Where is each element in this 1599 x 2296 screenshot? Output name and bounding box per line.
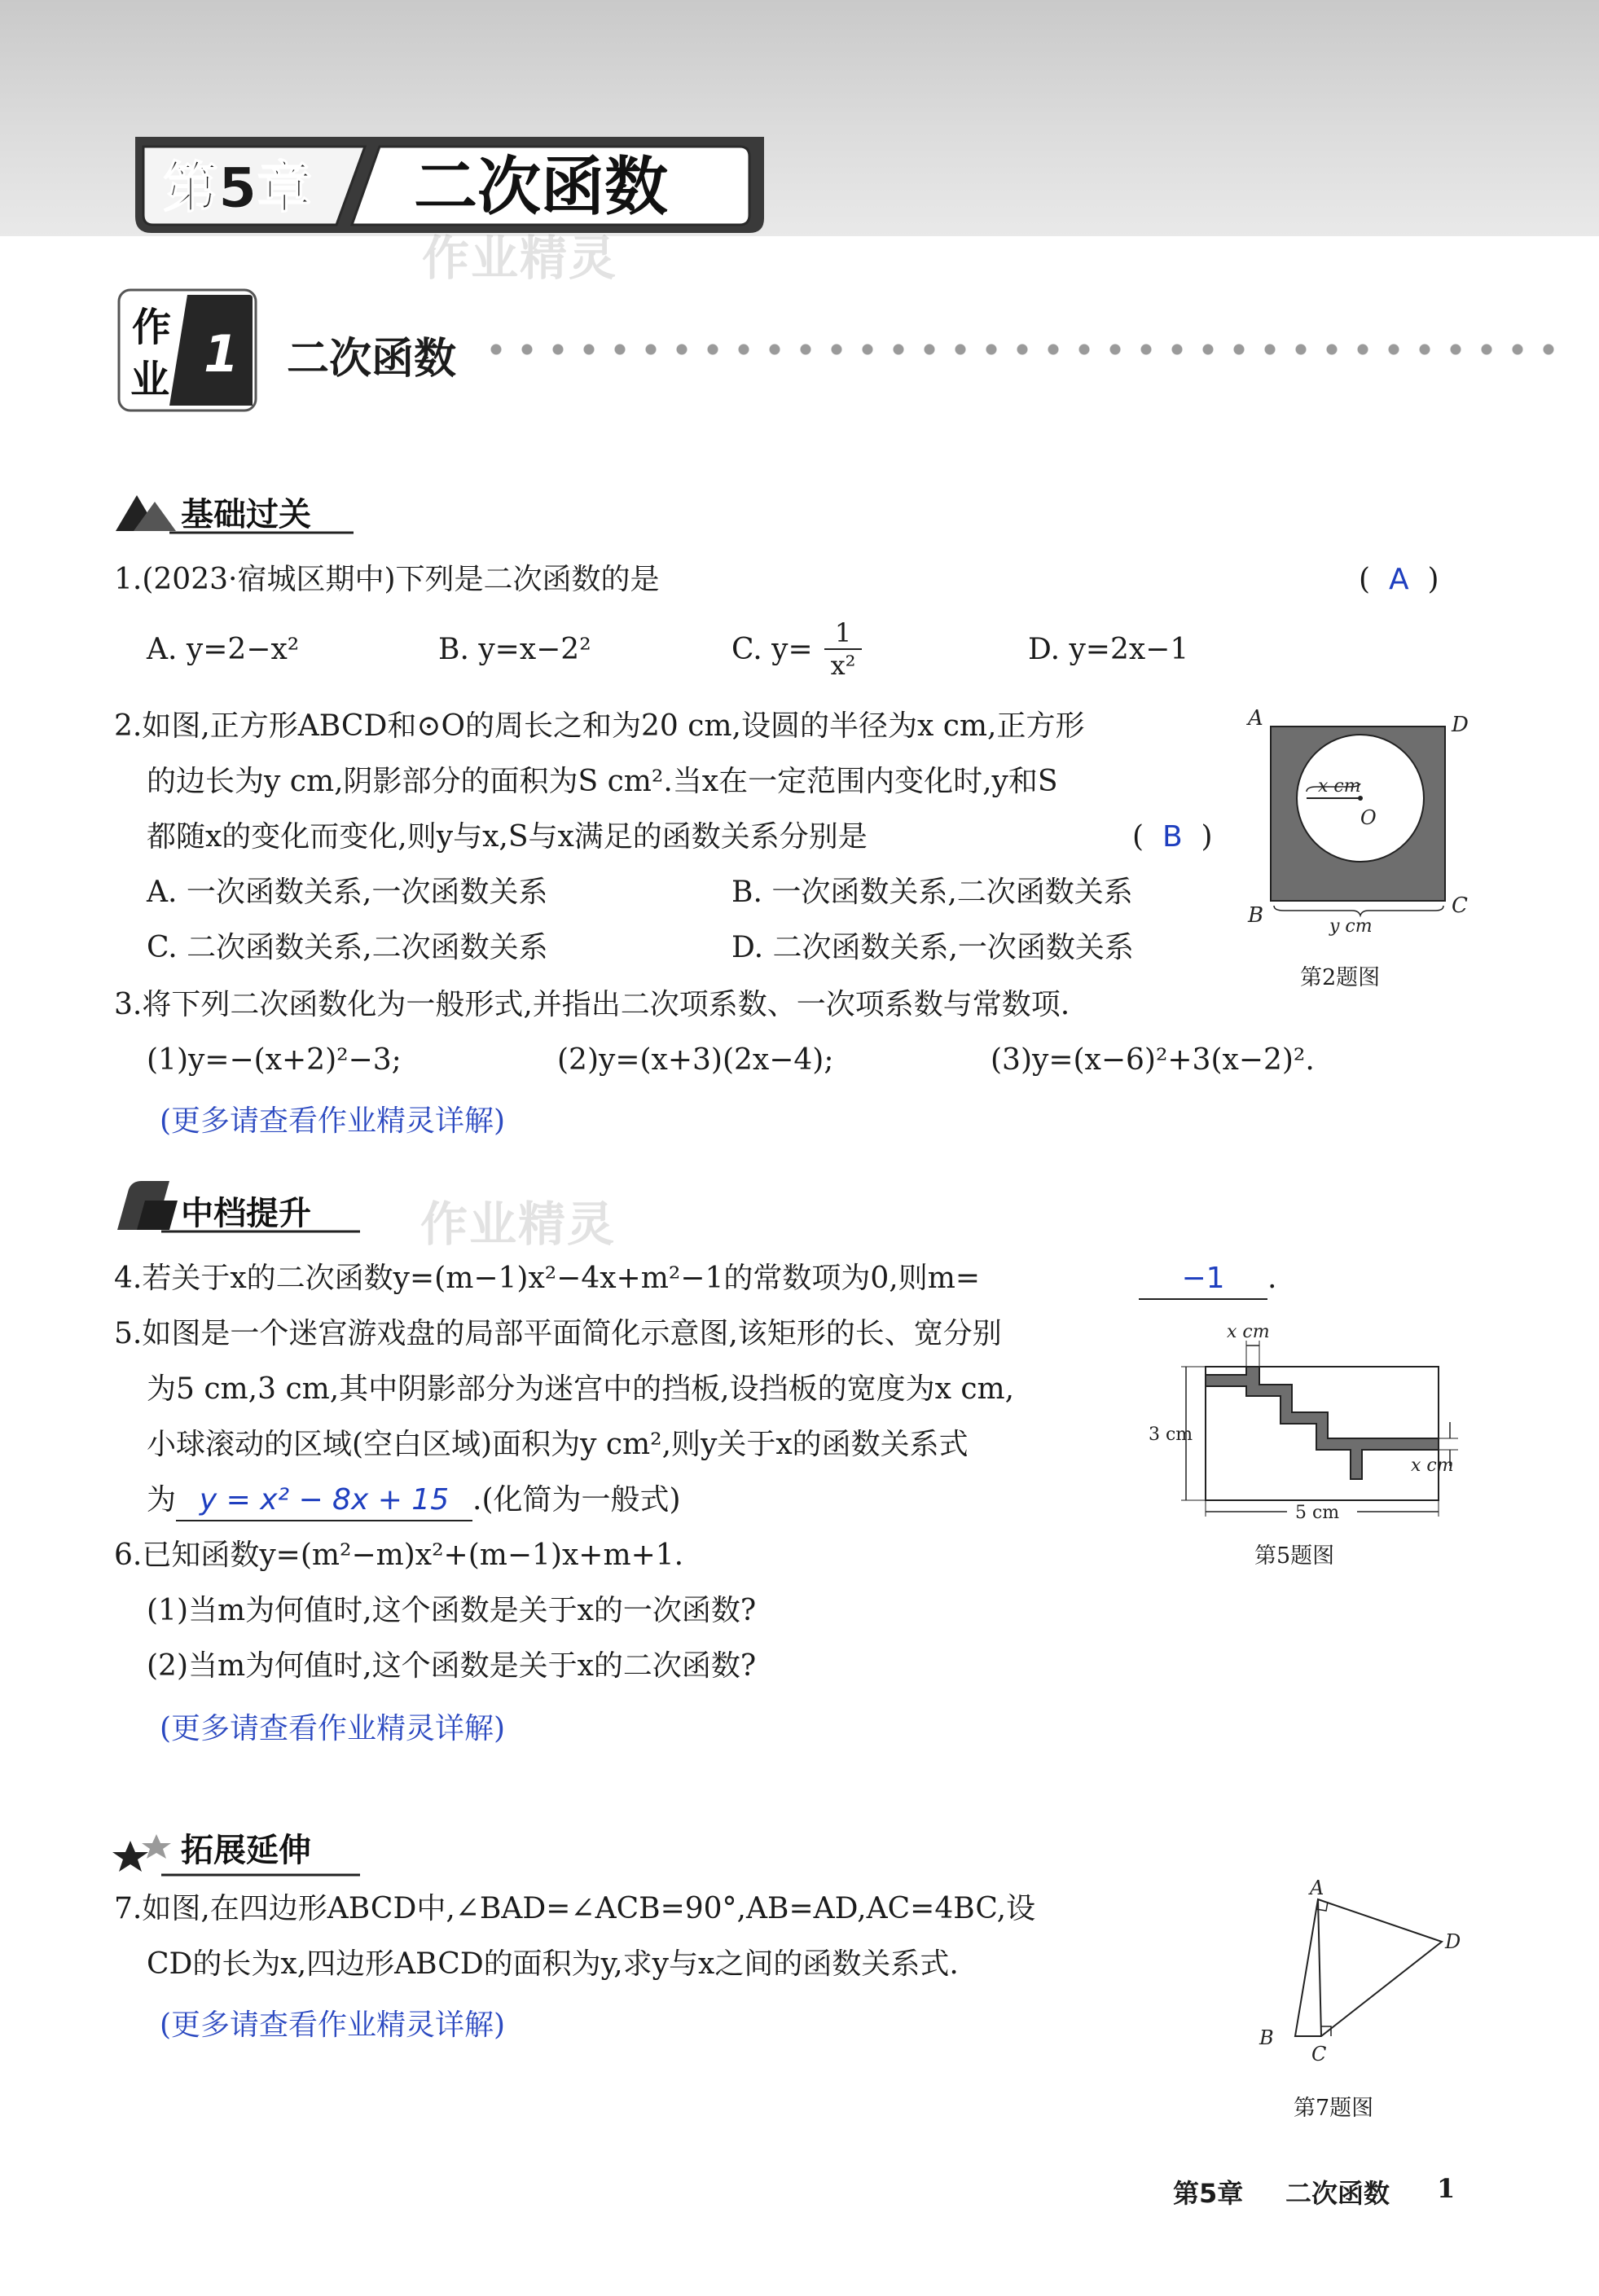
q3-part2: (2)y=(x+3)(2x−4);: [557, 1043, 834, 1077]
chapter-title: 二次函数: [414, 151, 669, 224]
q5-answer: y = x² − 8x + 15: [176, 1481, 472, 1521]
q2-radius-label: x cm: [1318, 776, 1361, 797]
q2-line2: 的边长为y cm,阴影部分的面积为S cm².当x在一定范围内变化时,y和S: [147, 765, 1058, 798]
q2-line3: 都随x的变化而变化,则y与x,S与x满足的函数关系分别是: [147, 820, 868, 854]
q5-figure: [1149, 1316, 1474, 1520]
assignment-number: 1: [204, 324, 239, 384]
assignment-label-top: 作: [132, 305, 172, 350]
q2-answer-brackets: ( B ): [1132, 820, 1213, 854]
q7-label-d: D: [1445, 1930, 1461, 1953]
watermark: 作业精灵: [422, 230, 618, 286]
q5-right-label: x cm: [1411, 1455, 1454, 1476]
assignment-label-bottom: 业: [130, 357, 170, 402]
q1-option-c-fraction: [824, 617, 862, 681]
q4-answer: −1: [1139, 1259, 1267, 1300]
q5-line4-suffix: .(化简为一般式): [472, 1483, 681, 1517]
q2-side-label: y cm: [1329, 916, 1373, 937]
q7-line1: 7.如图,在四边形ABCD中,∠BAD=∠ACB=90°,AB=AD,AC=4BC,设: [114, 1892, 1036, 1925]
q2-line1: 2.如图,正方形ABCD和⊙O的周长之和为20 cm,设圆的半径为x cm,正方形: [114, 709, 1085, 743]
q1-option-c-numerator: 1: [824, 617, 862, 650]
q1-answer-brackets: ( A ): [1359, 563, 1439, 596]
dotted-divider: [481, 344, 1564, 355]
q5-line2: 为5 cm,3 cm,其中阴影部分为迷宫中的挡板,设挡板的宽度为x cm,: [147, 1372, 1015, 1406]
assignment-badge: [116, 287, 262, 417]
q4-answer-blank: [1139, 1259, 1276, 1300]
q1-option-d: D. y=2x−1: [1028, 633, 1189, 666]
q6-more-link[interactable]: (更多请查看作业精灵详解): [160, 1712, 506, 1745]
q2-option-d: D. 二次函数关系,一次函数关系: [731, 931, 1134, 964]
assignment-title: 二次函数: [287, 335, 457, 384]
q2-answer: B: [1162, 820, 1183, 854]
page-number: 1: [1437, 2173, 1456, 2204]
q2-label-d: D: [1452, 713, 1469, 737]
q5-line4: [147, 1481, 681, 1521]
q2-figure: [1238, 702, 1483, 938]
q2-option-a: A. 一次函数关系,一次函数关系: [147, 876, 548, 909]
q7-more-link[interactable]: (更多请查看作业精灵详解): [160, 2008, 506, 2042]
q7-figure: [1246, 1875, 1474, 2079]
footer-chapter-label: 第5章: [1173, 2178, 1244, 2209]
q1-option-c-prefix: C. y=: [731, 633, 813, 666]
section-basic-title: 基础过关: [181, 496, 311, 533]
q1-answer: A: [1388, 563, 1409, 596]
q2-option-b: B. 一次函数关系,二次函数关系: [731, 876, 1133, 909]
q3-more-link[interactable]: (更多请查看作业精灵详解): [160, 1104, 506, 1138]
q6-part2: (2)当m为何值时,这个函数是关于x的二次函数?: [147, 1649, 757, 1683]
q4-stem: 4.若关于x的二次函数y=(m−1)x²−4x+m²−1的常数项为0,则m=: [114, 1262, 981, 1295]
q2-option-c: C. 二次函数关系,二次函数关系: [147, 931, 548, 964]
q7-label-c: C: [1311, 2043, 1327, 2066]
q5-line3: 小球滚动的区域(空白区域)面积为y cm²,则y关于x的函数关系式: [147, 1428, 969, 1461]
section-middle-title: 中档提升: [181, 1195, 311, 1232]
q5-line4-prefix: 为: [147, 1483, 177, 1517]
q4-end: .: [1267, 1262, 1277, 1295]
q1-stem: 1.(2023·宿城区期中)下列是二次函数的是: [114, 563, 660, 596]
q5-line1: 5.如图是一个迷宫游戏盘的局部平面简化示意图,该矩形的长、宽分别: [114, 1317, 1002, 1350]
q2-figure-caption: 第2题图: [1300, 965, 1381, 990]
q5-top-label: x cm: [1227, 1322, 1270, 1342]
q7-line2: CD的长为x,四边形ABCD的面积为y,求y与x之间的函数关系式.: [147, 1947, 959, 1981]
q3-stem: 3.将下列二次函数化为一般形式,并指出二次项系数、一次项系数与常数项.: [114, 988, 1070, 1021]
q5-figure-caption: 第5题图: [1254, 1543, 1335, 1569]
section-extend-title: 拓展延伸: [181, 1832, 311, 1869]
q5-bottom-label: 5 cm: [1295, 1503, 1340, 1520]
q1-option-a: A. y=2−x²: [147, 633, 300, 666]
q3-part3: (3)y=(x−6)²+3(x−2)².: [991, 1043, 1315, 1077]
q2-label-c: C: [1452, 893, 1468, 918]
q6-stem: 6.已知函数y=(m²−m)x²+(m−1)x+m+1.: [114, 1539, 684, 1572]
q6-part1: (1)当m为何值时,这个函数是关于x的一次函数?: [147, 1594, 757, 1627]
chapter-number-label: 第5章: [163, 156, 313, 221]
q1-option-c: [731, 630, 813, 669]
q3-part1: (1)y=−(x+2)²−3;: [147, 1043, 402, 1077]
q7-label-b: B: [1259, 2026, 1274, 2049]
q7-figure-caption: 第7题图: [1294, 2096, 1374, 2121]
watermark-middle: 作业精灵: [420, 1196, 617, 1252]
q2-label-a: A: [1248, 706, 1263, 731]
q1-option-b: B. y=x−2²: [438, 633, 591, 666]
q1-option-c-denominator: x²: [830, 650, 856, 681]
q2-label-o: O: [1360, 806, 1377, 829]
q5-left-label: 3 cm: [1149, 1425, 1193, 1445]
q2-label-b: B: [1248, 903, 1264, 928]
q7-label-a: A: [1310, 1877, 1324, 1899]
footer-chapter-title: 二次函数: [1285, 2178, 1390, 2209]
